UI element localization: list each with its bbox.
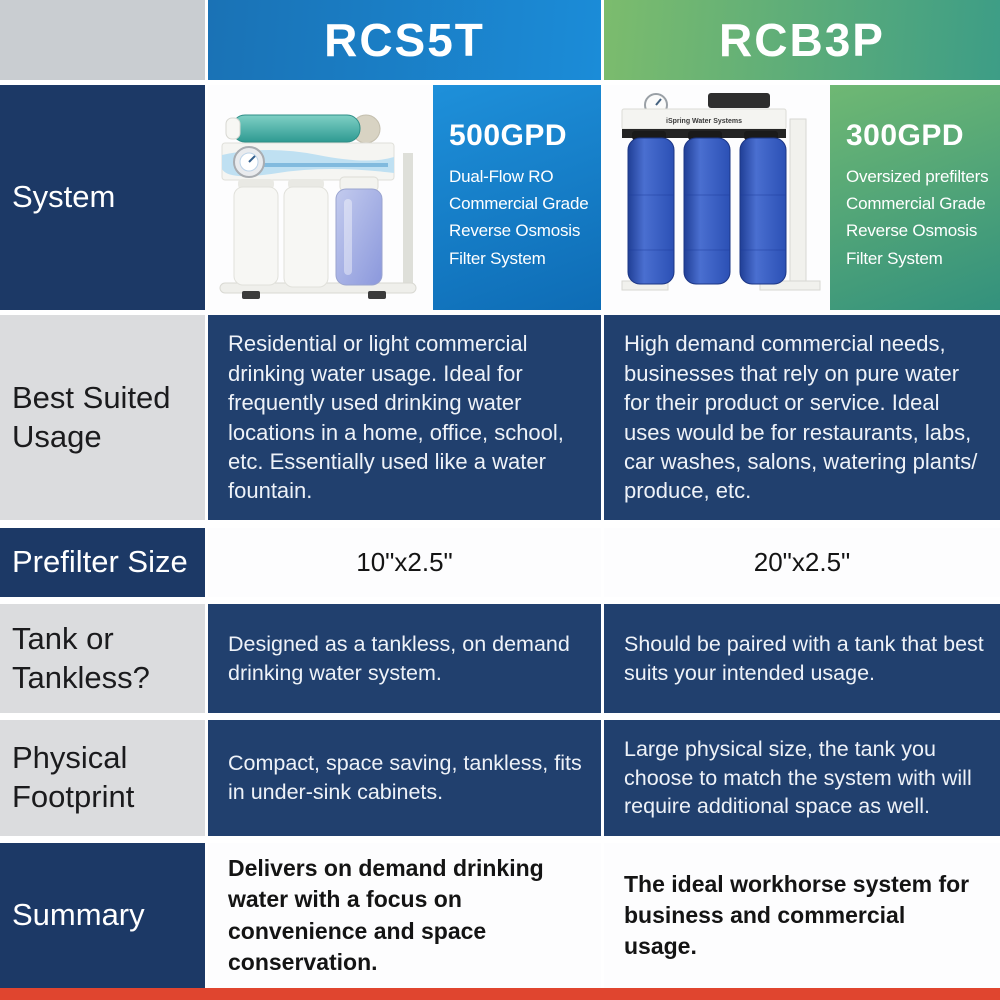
frame-post <box>790 119 806 289</box>
tank-rcb3p-cell <box>604 604 1000 713</box>
prefilter-rcb3p-value: 20"x2.5" <box>753 547 851 577</box>
rcb3p-spec-line: Filter System <box>846 248 943 268</box>
brand-plate-label: iSpring Water Systems <box>666 118 742 125</box>
summary-rcb3p-text: The ideal workhorse system for business and commercial usage. <box>624 870 970 960</box>
row-label-summary-text: Summary <box>12 897 145 933</box>
rcb3p-product-photo <box>604 85 830 310</box>
foot-left <box>242 291 260 299</box>
column-header-rcs5t <box>208 0 601 80</box>
row-label-tank-or-tankless-text: Tank or Tankless? <box>12 620 150 695</box>
membrane-cap <box>226 118 240 139</box>
tank-rcs5t-text: Designed as a tankless, on demand drinking water system. <box>228 631 570 685</box>
membrane-housing <box>232 115 360 142</box>
column-header-rcb3p <box>604 0 1000 80</box>
rcb3p-product-image <box>604 85 830 310</box>
summary-rcs5t-text: Delivers on demand drinking water with a focus on convenience and space conservation. <box>228 855 544 975</box>
prefilter-rcs5t-cell <box>208 528 601 597</box>
bottom-accent-bar <box>0 988 1000 1000</box>
rcb3p-spec-line: Commercial Grade <box>846 194 986 214</box>
physical-rcs5t-cell <box>208 720 601 836</box>
system-cell-rcs5t <box>208 85 601 310</box>
physical-rcb3p-text: Large physical size, the tank you choose to match the system with will require additional space as well. <box>624 736 972 819</box>
prefilter-rcs5t-value: 10"x2.5" <box>356 547 453 577</box>
rcs5t-spec-line: Commercial Grade <box>449 194 589 214</box>
rcb3p-spec-callout <box>830 85 1000 310</box>
physical-rcb3p-cell <box>604 720 1000 836</box>
row-label-system-text: System <box>12 179 116 215</box>
row-label-best-suited-usage <box>0 315 205 520</box>
best-usage-rcb3p-text: High demand commercial needs, businesses that rely on pure water for their product or service. Ideal uses would be for restaurants, labs, car washes, salons, watering plants/ produce, etc. <box>624 331 978 504</box>
rcs5t-spec-line: Dual-Flow RO <box>449 167 554 186</box>
rcb3p-gpd: 300GPD <box>846 119 965 152</box>
filter2-white-housing <box>284 187 328 287</box>
rcs5t-spec-line: Filter System <box>449 248 546 268</box>
row-label-tank-or-tankless <box>0 604 205 713</box>
rcb3p-spec-line: Reverse Osmosis <box>846 221 978 241</box>
physical-rcs5t-text: Compact, space saving, tankless, fits in under-sink cabinets. <box>228 751 582 804</box>
row-label-best-suited-usage-text: Best Suited Usage <box>12 379 171 454</box>
summary-rcb3p-cell <box>604 843 1000 988</box>
filter3-clear-housing <box>336 189 382 285</box>
summary-rcs5t-cell <box>208 843 601 988</box>
row-label-prefilter-size <box>0 528 205 597</box>
best-usage-rcb3p-cell <box>604 315 1000 520</box>
foot-right <box>368 291 386 299</box>
row-label-summary <box>0 843 205 988</box>
tank-rcs5t-cell <box>208 604 601 713</box>
row-label-physical-footprint <box>0 720 205 836</box>
blue-filter-housings <box>628 131 786 284</box>
rcs5t-title: RCS5T <box>324 14 485 66</box>
system-cell-rcb3p <box>604 85 1000 310</box>
filter3-highlight <box>344 199 352 275</box>
booster-pump <box>708 93 770 108</box>
best-usage-rcs5t-cell <box>208 315 601 520</box>
best-usage-rcs5t-text: Residential or light commercial drinking water usage. Ideal for frequently used drinking water locations in a home, office, school, etc. Essentially used like a water fountain. <box>228 331 564 504</box>
row-label-system <box>0 85 205 310</box>
rcs5t-spec-line: Reverse Osmosis <box>449 221 581 241</box>
rcs5t-product-image <box>208 85 433 310</box>
row-label-prefilter-size-text: Prefilter Size <box>12 544 188 580</box>
rcs5t-product-photo <box>208 85 433 310</box>
filter1-white-housing <box>234 187 278 285</box>
rcs5t-spec-callout <box>433 85 601 310</box>
rcb3p-spec-line: Oversized prefilters <box>846 167 989 186</box>
rcs5t-gpd: 500GPD <box>449 119 568 152</box>
corner-spacer-cell <box>0 0 205 80</box>
tank-rcb3p-text: Should be paired with a tank that best suits your intended usage. <box>624 631 984 685</box>
prefilter-rcb3p-cell <box>604 528 1000 597</box>
rcb3p-title: RCB3P <box>719 14 885 66</box>
row-label-physical-footprint-text: Physical Footprint <box>12 740 135 814</box>
